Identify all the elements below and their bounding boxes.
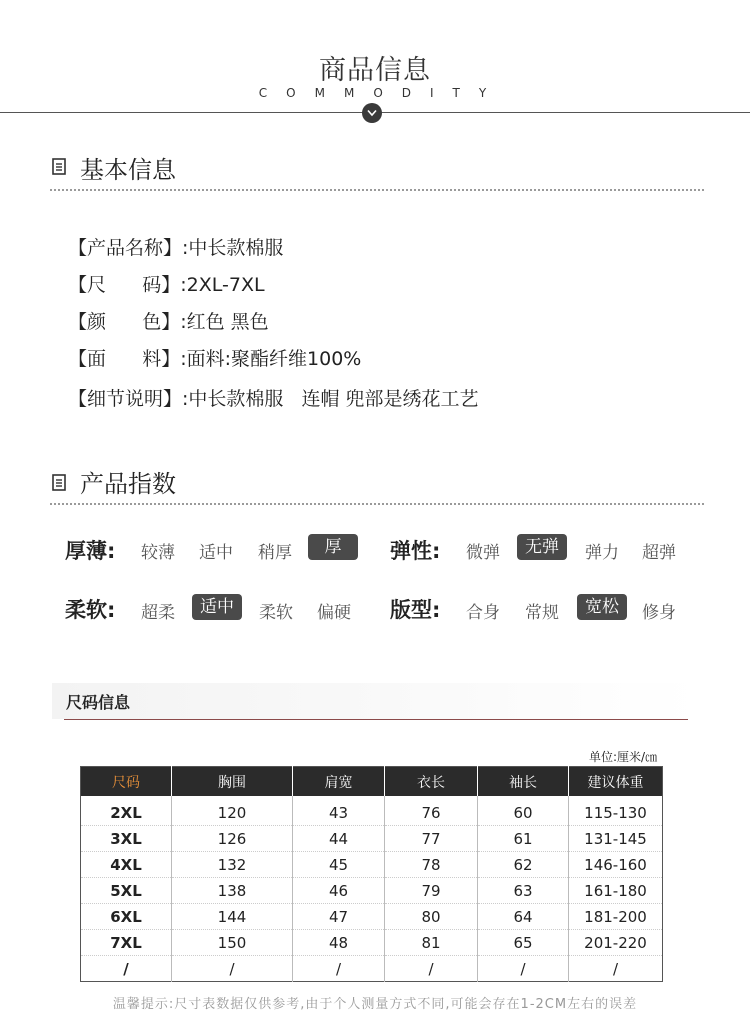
info-row-size: 【尺 码】:2XL-7XL	[68, 274, 265, 296]
fit-option: 修身	[642, 603, 676, 623]
table-cell: 7XL	[81, 930, 172, 956]
table-cell: 120	[172, 796, 293, 826]
table-row	[81, 904, 663, 930]
table-cell: /	[172, 956, 293, 982]
softness-option-selected: 适中	[192, 594, 242, 620]
elasticity-option: 弹力	[585, 543, 619, 563]
fit-label: 版型:	[390, 598, 441, 622]
table-cell: 131-145	[569, 826, 663, 852]
softness-option: 超柔	[141, 603, 175, 623]
table-row	[81, 796, 663, 826]
table-cell: 61	[478, 826, 569, 852]
table-cell: 150	[172, 930, 293, 956]
fit-option-selected: 宽松	[577, 594, 627, 620]
thickness-label: 厚薄:	[65, 539, 116, 563]
table-cell: 60	[478, 796, 569, 826]
table-cell: 43	[293, 796, 385, 826]
table-cell: 132	[172, 852, 293, 878]
table-cell: 5XL	[81, 878, 172, 904]
size-header-band	[52, 683, 700, 719]
table-row	[81, 826, 663, 852]
size-table-header-row	[81, 767, 663, 797]
table-cell: /	[293, 956, 385, 982]
thickness-option: 适中	[199, 543, 233, 563]
size-table	[80, 766, 663, 982]
table-cell: 126	[172, 826, 293, 852]
info-row-detail: 【细节说明】:中长款棉服 连帽 兜部是绣花工艺	[68, 388, 479, 410]
table-cell: 146-160	[569, 852, 663, 878]
table-cell: 76	[385, 796, 478, 826]
table-cell: 64	[478, 904, 569, 930]
thickness-option: 稍厚	[258, 543, 292, 563]
table-row	[81, 956, 663, 982]
table-cell: 47	[293, 904, 385, 930]
softness-label: 柔软:	[65, 598, 116, 622]
size-info-title: 尺码信息	[66, 693, 131, 712]
table-cell: /	[81, 956, 172, 982]
basic-info-title: 基本信息	[80, 156, 176, 184]
table-cell: 3XL	[81, 826, 172, 852]
table-cell: 115-130	[569, 796, 663, 826]
table-cell: 46	[293, 878, 385, 904]
softness-option: 偏硬	[317, 603, 351, 623]
commodity-subtitle: COMMODITY	[258, 86, 506, 100]
unit-label: 单位:厘米/㎝	[589, 750, 658, 764]
table-cell: 62	[478, 852, 569, 878]
table-cell: 201-220	[569, 930, 663, 956]
table-cell: 48	[293, 930, 385, 956]
chevron-down-icon	[362, 103, 382, 123]
info-row-fabric: 【面 料】:面料:聚酯纤维100%	[68, 348, 362, 370]
table-cell: 78	[385, 852, 478, 878]
table-cell: 65	[478, 930, 569, 956]
document-icon	[52, 474, 66, 491]
weight-column-header: 建议体重	[569, 767, 663, 797]
document-icon	[52, 158, 66, 175]
table-cell: 44	[293, 826, 385, 852]
elasticity-option: 微弹	[466, 543, 500, 563]
table-cell: /	[385, 956, 478, 982]
table-cell: 6XL	[81, 904, 172, 930]
dotted-divider	[50, 503, 704, 505]
fit-option: 常规	[525, 603, 559, 623]
table-cell: 77	[385, 826, 478, 852]
info-row-name: 【产品名称】:中长款棉服	[68, 237, 284, 259]
table-row	[81, 852, 663, 878]
product-index-title: 产品指数	[80, 470, 176, 498]
table-cell: 2XL	[81, 796, 172, 826]
size-tip: 温馨提示:尺寸表数据仅供参考,由于个人测量方式不同,可能会存在1-2CM左右的误差	[112, 997, 638, 1012]
table-cell: 45	[293, 852, 385, 878]
table-cell: 63	[478, 878, 569, 904]
table-cell: 81	[385, 930, 478, 956]
elasticity-option-selected: 无弹	[517, 534, 567, 560]
length-column-header: 衣长	[385, 767, 478, 797]
thickness-option-selected: 厚	[308, 534, 358, 560]
table-cell: 181-200	[569, 904, 663, 930]
fit-option: 合身	[466, 603, 500, 623]
table-row	[81, 930, 663, 956]
info-row-color: 【颜 色】:红色 黑色	[68, 311, 269, 333]
commodity-title: 商品信息	[319, 55, 431, 86]
table-cell: 138	[172, 878, 293, 904]
dotted-divider	[50, 189, 704, 191]
table-cell: 4XL	[81, 852, 172, 878]
size-header-divider	[64, 719, 688, 720]
softness-option: 柔软	[259, 603, 293, 623]
table-cell: 80	[385, 904, 478, 930]
table-cell: /	[478, 956, 569, 982]
chest-column-header: 胸围	[172, 767, 293, 797]
elasticity-label: 弹性:	[390, 539, 441, 563]
table-row	[81, 878, 663, 904]
table-cell: 144	[172, 904, 293, 930]
size-column-header: 尺码	[81, 767, 172, 797]
thickness-option: 较薄	[141, 543, 175, 563]
shoulder-column-header: 肩宽	[293, 767, 385, 797]
table-cell: /	[569, 956, 663, 982]
sleeve-column-header: 袖长	[478, 767, 569, 797]
table-cell: 79	[385, 878, 478, 904]
table-cell: 161-180	[569, 878, 663, 904]
elasticity-option: 超弹	[642, 543, 676, 563]
